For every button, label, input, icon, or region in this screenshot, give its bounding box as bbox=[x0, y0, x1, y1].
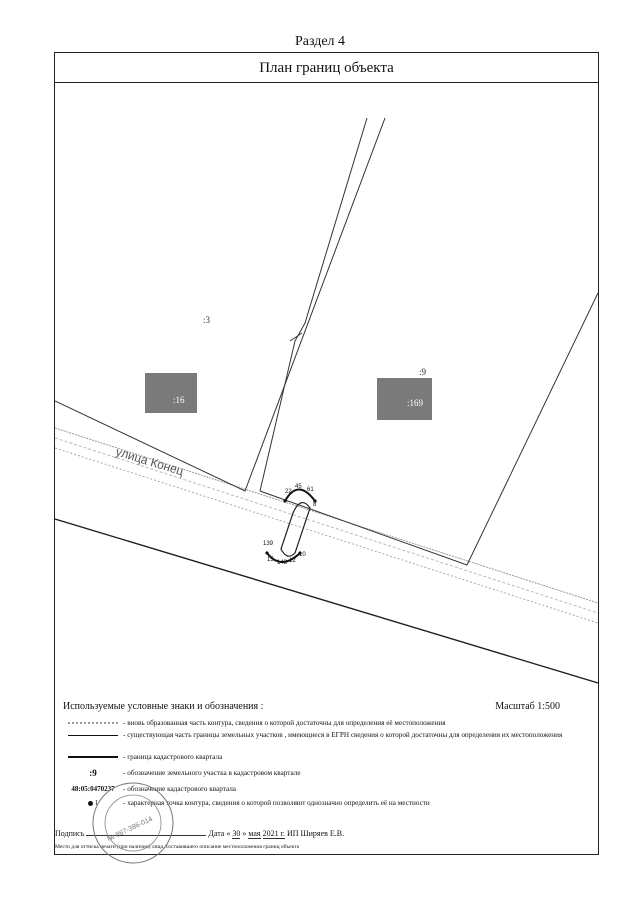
legend-item bbox=[63, 753, 583, 762]
parcel-label-169: :169 bbox=[407, 398, 424, 408]
legend-symbol bbox=[63, 719, 123, 728]
point-label: 143 bbox=[277, 560, 288, 566]
point-marker bbox=[283, 499, 286, 502]
parcel-label-9: :9 bbox=[419, 367, 427, 377]
legend-text: - обозначение кадастрового квартала bbox=[123, 785, 236, 793]
plan-frame bbox=[54, 52, 599, 855]
point-label: 139 bbox=[263, 541, 274, 547]
stamp-text: № 867-386-014 bbox=[106, 815, 154, 843]
section-title: Раздел 4 bbox=[294, 34, 346, 49]
legend-symbol: 1 bbox=[63, 799, 123, 808]
plan-title: План границ объекта bbox=[55, 53, 598, 83]
point-marker bbox=[265, 551, 268, 554]
building-16 bbox=[145, 373, 197, 413]
parcel-boundary-right bbox=[260, 293, 598, 565]
date-month: мая bbox=[248, 829, 261, 838]
street-label: улица Конец bbox=[114, 444, 186, 479]
legend-title: Используемые условные знаки и обозначения : bbox=[63, 701, 264, 712]
point-label: 61 bbox=[307, 487, 314, 493]
building-169 bbox=[377, 378, 432, 420]
point-label: 8 bbox=[313, 502, 317, 508]
legend-symbol bbox=[63, 753, 123, 762]
point-label: 12 bbox=[289, 558, 296, 564]
point-label: 45 bbox=[295, 484, 302, 490]
signature-row: Подпись Дата « 30 » мая 2021 г. ИП Ширяев Е.В. bbox=[55, 829, 345, 838]
legend-item bbox=[63, 719, 583, 728]
parcel-label-3: :3 bbox=[203, 315, 211, 325]
legend-text: - граница кадастрового квартала bbox=[123, 753, 223, 761]
legend-item bbox=[63, 731, 583, 740]
date-year: 2021 г. bbox=[262, 829, 285, 838]
signature-label: Подпись bbox=[55, 829, 85, 838]
parcel-label-16: :16 bbox=[173, 395, 185, 405]
scale-label: Масштаб 1:500 bbox=[495, 701, 560, 712]
date-label: Дата bbox=[208, 829, 225, 838]
point-label: 15 bbox=[267, 557, 274, 563]
legend-text: - вновь образованная часть контура, сведения о которой достаточны для определения её местоположения bbox=[123, 719, 446, 727]
street-edge-bottom bbox=[55, 448, 598, 623]
seal-stamp bbox=[75, 775, 195, 870]
quarter-boundary-line bbox=[55, 519, 598, 683]
parcel-boundary-mid bbox=[260, 118, 367, 491]
stamp-footnote: Место для оттиска печати (при наличии) лица, составившего описание местоположения границ объекта bbox=[55, 844, 300, 850]
legend-symbol: :9 bbox=[89, 768, 97, 778]
boundary-plan-drawing bbox=[55, 83, 598, 743]
legend-text: - обозначение земельного участка в кадастровом квартале bbox=[123, 769, 301, 777]
legend-symbol bbox=[63, 731, 123, 740]
date-day: 30 bbox=[232, 829, 241, 838]
point-label: 10 bbox=[299, 552, 306, 558]
signer-name: ИП Ширяев Е.В. bbox=[286, 829, 345, 838]
parcel-boundary-left bbox=[55, 118, 385, 491]
legend-text: - существующая часть границы земельных участков , имеющиеся в ЕГРН сведения о которой достаточны для определения их местоположения bbox=[123, 731, 563, 739]
legend-symbol: 48:05:0470237 bbox=[71, 785, 115, 793]
object-contour bbox=[281, 503, 310, 557]
point-label: 22 bbox=[285, 489, 292, 495]
legend-text: - характерная точка контура, сведения о которой позволяют однозначно определить её на местности bbox=[123, 799, 430, 807]
